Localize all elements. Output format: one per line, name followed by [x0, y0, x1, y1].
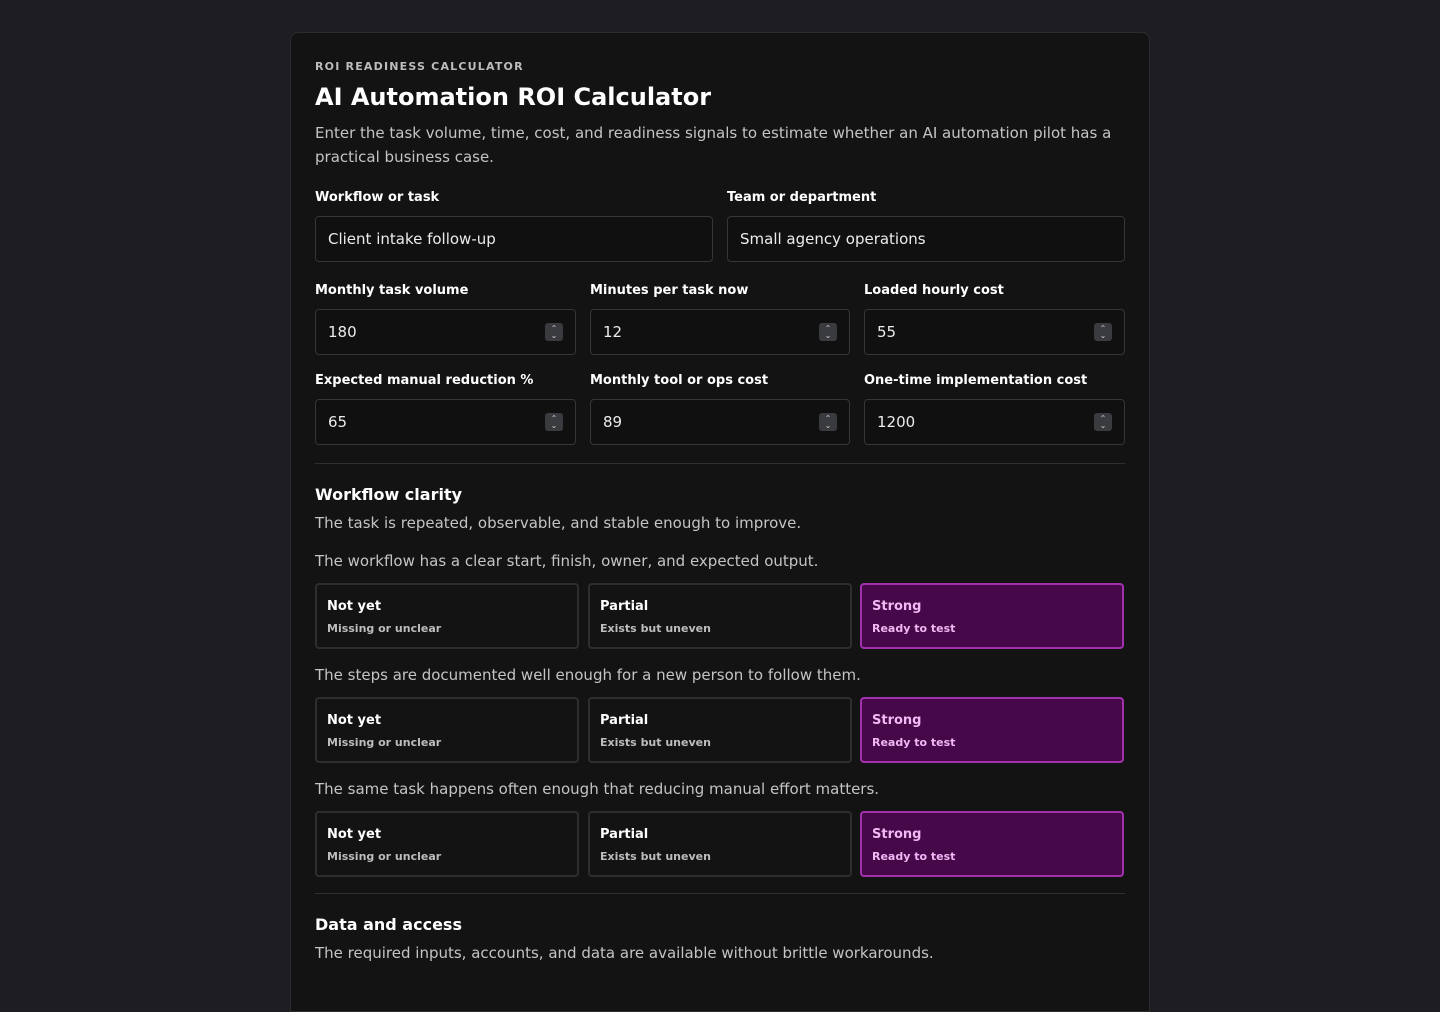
option-title: Not yet [327, 599, 382, 614]
spinner-icon[interactable]: ⌃ ⌄ [545, 323, 563, 341]
option-subtitle: Exists but uneven [600, 622, 711, 635]
option-strong[interactable] [860, 583, 1124, 649]
volume-input[interactable] [315, 309, 576, 355]
option-not-yet[interactable] [315, 697, 579, 763]
option-title: Strong [872, 827, 922, 842]
hourly-input[interactable] [864, 309, 1125, 355]
page-title: AI Automation ROI Calculator [315, 83, 712, 111]
option-not-yet[interactable] [315, 811, 579, 877]
question-text: The workflow has a clear start, finish, owner, and expected output. [315, 552, 819, 570]
option-title: Not yet [327, 827, 382, 842]
spinner-icon[interactable]: ⌃ ⌄ [1094, 323, 1112, 341]
option-title: Strong [872, 599, 922, 614]
reduction-label: Expected manual reduction % [315, 373, 534, 388]
volume-value: 180 [328, 323, 357, 341]
team-input[interactable] [727, 216, 1125, 262]
volume-label: Monthly task volume [315, 283, 469, 298]
spinner-icon[interactable]: ⌃ ⌄ [1094, 413, 1112, 431]
spinner-icon[interactable]: ⌃ ⌄ [819, 413, 837, 431]
reduction-input[interactable] [315, 399, 576, 445]
option-title: Strong [872, 713, 922, 728]
option-title: Partial [600, 713, 649, 728]
impl-cost-value: 1200 [877, 413, 916, 431]
option-partial[interactable] [588, 697, 852, 763]
tool-cost-label: Monthly tool or ops cost [590, 373, 769, 388]
option-subtitle: Missing or unclear [327, 850, 442, 863]
minutes-label: Minutes per task now [590, 283, 749, 298]
question-text: The same task happens often enough that reducing manual effort matters. [315, 780, 880, 798]
minutes-value: 12 [603, 323, 623, 341]
tool-cost-value: 89 [603, 413, 623, 431]
section-divider [315, 463, 1125, 464]
option-not-yet[interactable] [315, 583, 579, 649]
option-strong[interactable] [860, 697, 1124, 763]
hourly-label: Loaded hourly cost [864, 283, 1004, 298]
calculator-card [290, 32, 1150, 1012]
team-value: Small agency operations [740, 230, 926, 248]
minutes-input[interactable] [590, 309, 850, 355]
option-subtitle: Exists but uneven [600, 736, 711, 749]
option-subtitle: Ready to test [872, 736, 956, 749]
section-intro: The required inputs, accounts, and data are available without brittle workarounds. [315, 944, 934, 962]
eyebrow-label: ROI READINESS CALCULATOR [315, 60, 524, 73]
option-subtitle: Exists but uneven [600, 850, 711, 863]
impl-cost-input[interactable] [864, 399, 1125, 445]
hourly-value: 55 [877, 323, 897, 341]
option-partial[interactable] [588, 811, 852, 877]
option-subtitle: Ready to test [872, 622, 956, 635]
option-subtitle: Missing or unclear [327, 622, 442, 635]
question-text: The steps are documented well enough for a new person to follow them. [315, 666, 861, 684]
section-divider [315, 893, 1125, 894]
option-subtitle: Ready to test [872, 850, 956, 863]
section-title-workflow-clarity: Workflow clarity [315, 485, 463, 504]
section-title-data-access: Data and access [315, 915, 462, 934]
tool-cost-input[interactable] [590, 399, 850, 445]
reduction-value: 65 [328, 413, 348, 431]
option-partial[interactable] [588, 583, 852, 649]
workflow-input[interactable] [315, 216, 713, 262]
workflow-value: Client intake follow-up [328, 230, 496, 248]
workflow-label: Workflow or task [315, 190, 440, 205]
team-label: Team or department [727, 190, 877, 205]
page-description: Enter the task volume, time, cost, and readiness signals to estimate whether an AI automation pilot has a practical business case. [315, 124, 1112, 166]
spinner-icon[interactable]: ⌃ ⌄ [819, 323, 837, 341]
option-subtitle: Missing or unclear [327, 736, 442, 749]
option-title: Partial [600, 599, 649, 614]
option-title: Partial [600, 827, 649, 842]
option-title: Not yet [327, 713, 382, 728]
option-strong[interactable] [860, 811, 1124, 877]
section-intro: The task is repeated, observable, and stable enough to improve. [315, 514, 802, 532]
spinner-icon[interactable]: ⌃ ⌄ [545, 413, 563, 431]
impl-cost-label: One-time implementation cost [864, 373, 1088, 388]
